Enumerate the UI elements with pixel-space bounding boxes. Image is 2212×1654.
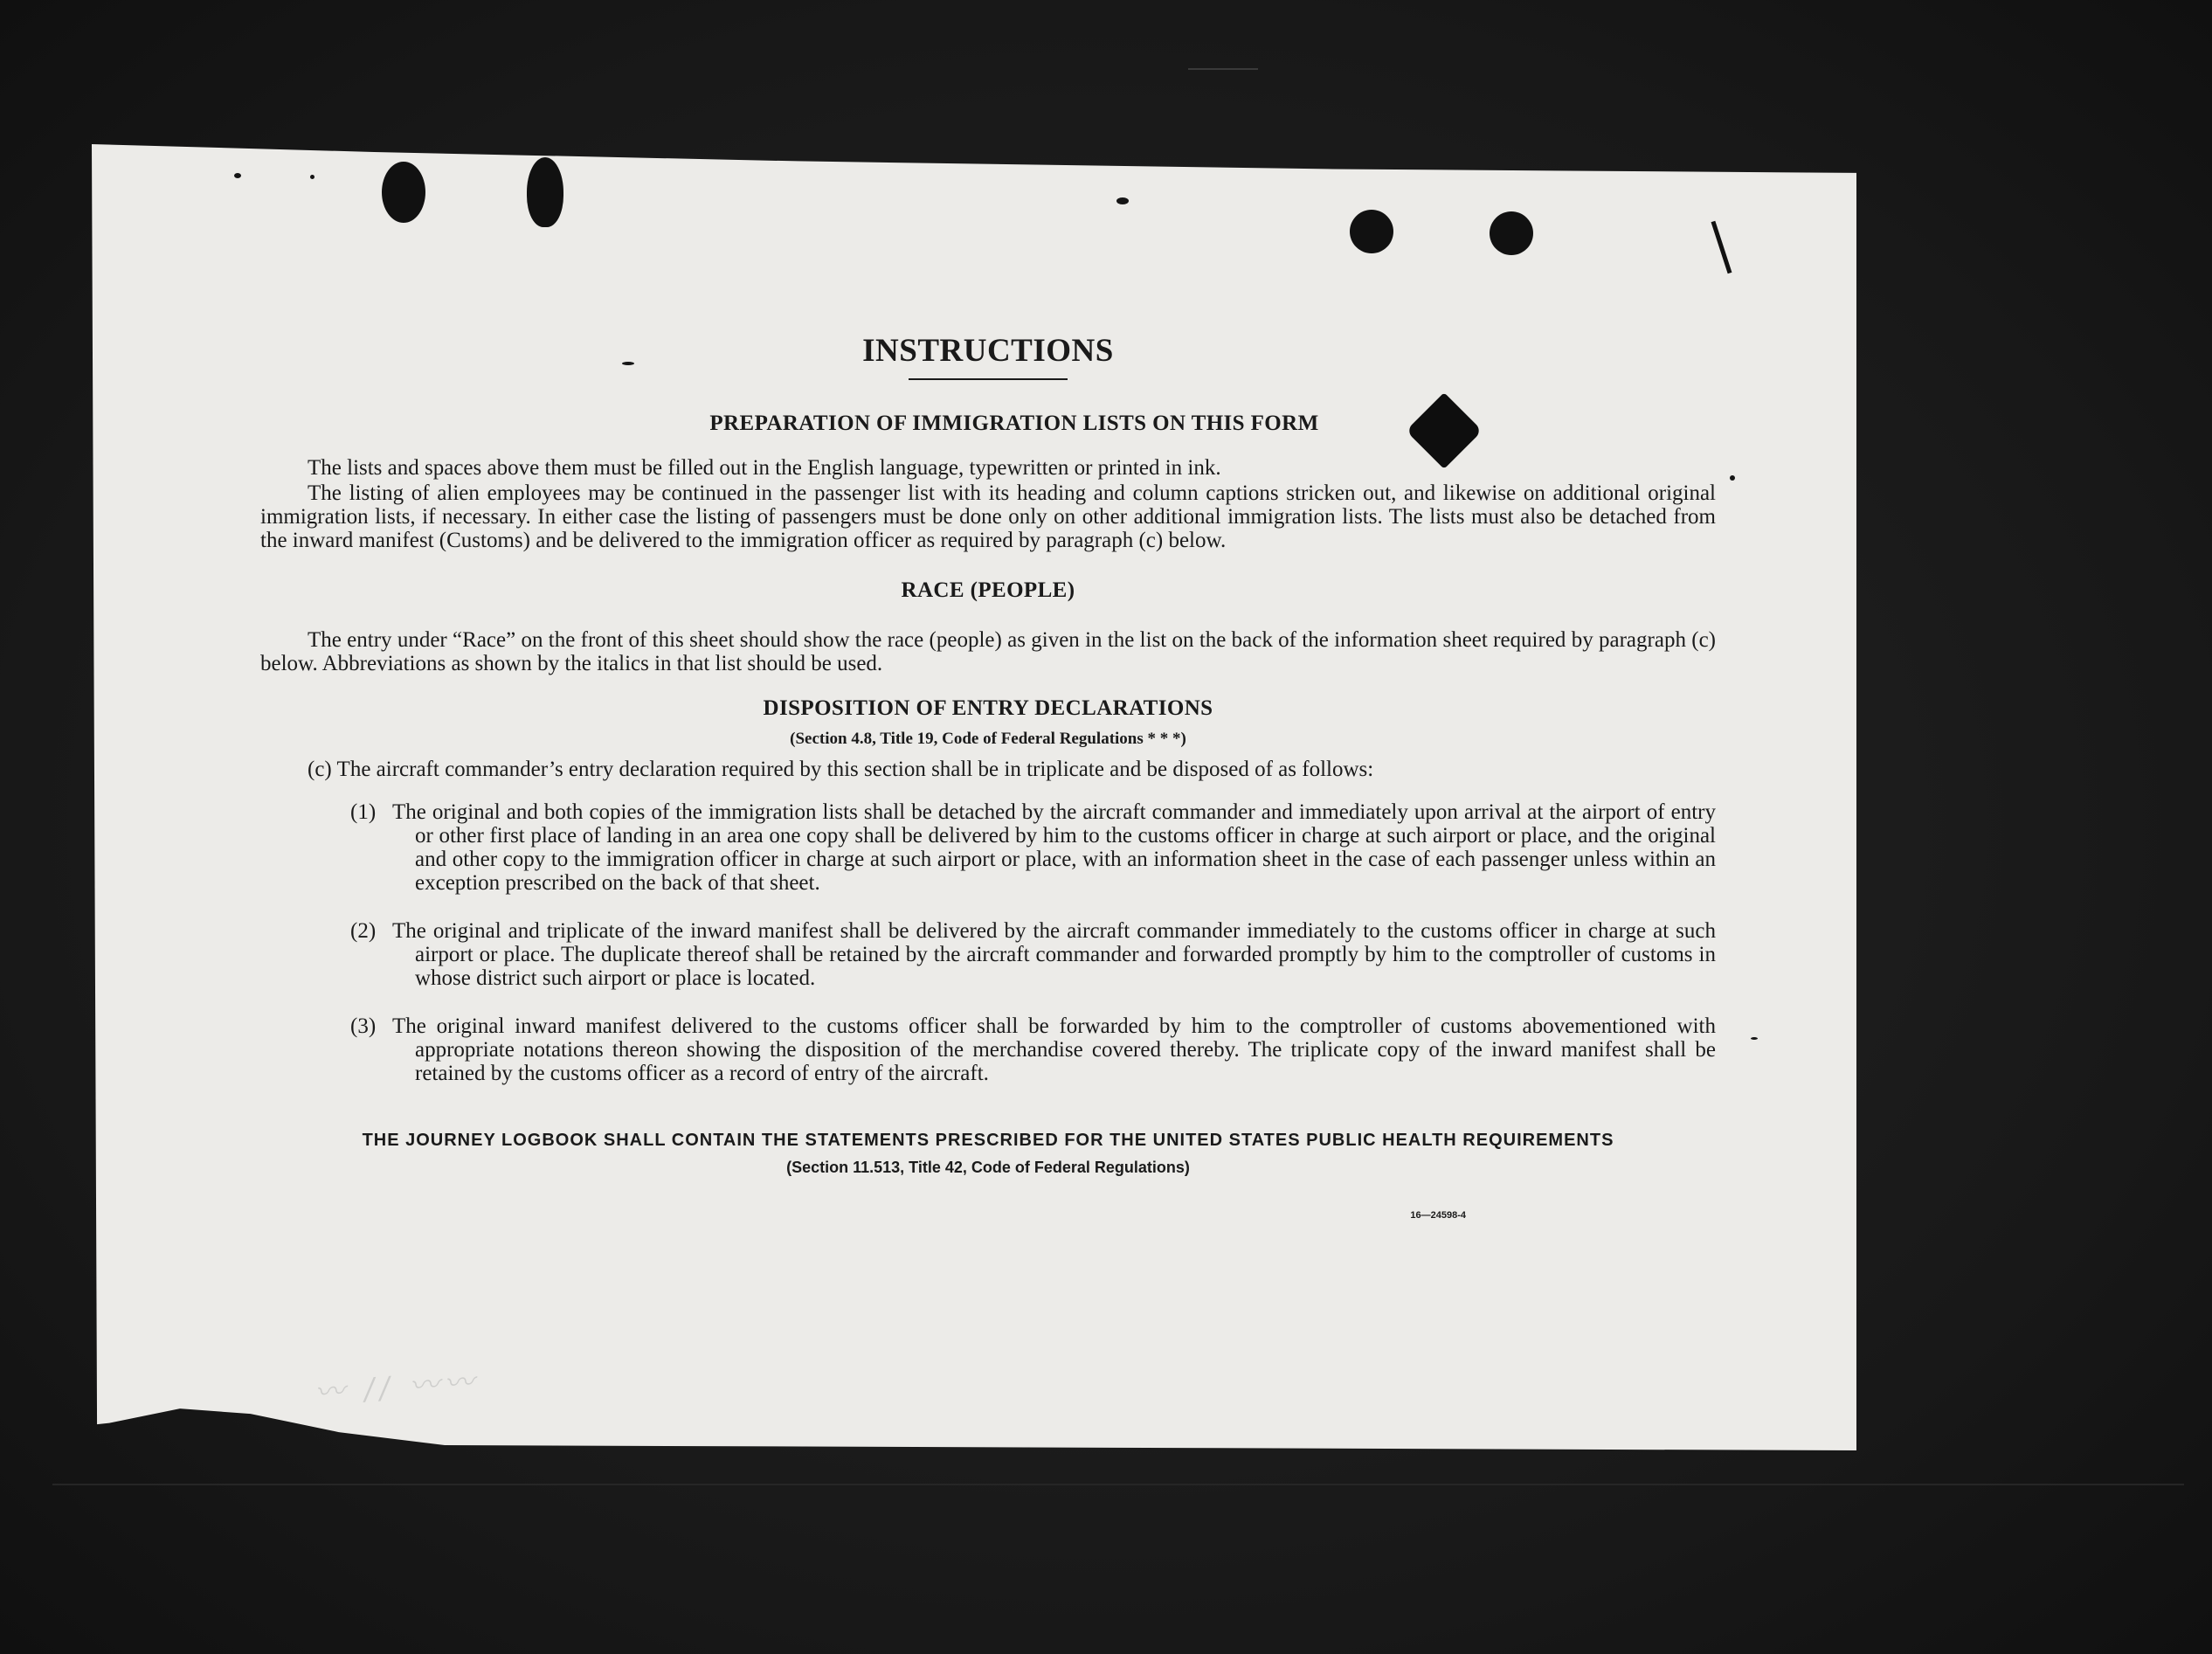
race-heading: RACE (PEOPLE) — [901, 578, 1075, 602]
ink-speck — [1751, 1037, 1758, 1040]
subitem-2 — [350, 919, 1716, 990]
ink-speck — [310, 175, 315, 179]
logbook-heading: THE JOURNEY LOGBOOK SHALL CONTAIN THE STATEMENTS PRESCRIBED FOR THE UNITED STATES PUBLIC HEALTH REQUIREMENTS — [362, 1131, 1614, 1150]
faded-handwriting: 〰 ∕∕ 〰〰 — [314, 1364, 480, 1411]
preparation-heading: PREPARATION OF IMMIGRATION LISTS ON THIS FORM — [709, 412, 1319, 435]
race-paragraph: The entry under “Race” on the front of this sheet should show the race (people) as given in the list on the back of the information sheet required by paragraph (c) below. Abbreviations as shown by the italics in that list should be used. — [260, 628, 1716, 675]
subitem-number: (3) — [350, 1014, 377, 1038]
page-title: INSTRUCTIONS — [862, 333, 1114, 369]
subitem-number: (1) — [350, 800, 377, 824]
form-number: 16—24598-4 — [1410, 1210, 1466, 1221]
subitem-text: The original and both copies of the immigration lists shall be detached by the aircraft commander and immediately upon arrival at the airport of entry or other first place of landing in an area one copy shall be delivered by him to the customs officer in charge at such airport or place, and the original and other copy to the immigration officer in charge at such airport or place, with an information sheet in the case of each passenger unless within an exception prescribed on the back of that sheet. — [392, 800, 1716, 895]
punch-hole-right-1 — [1350, 210, 1393, 253]
subitem-1 — [350, 800, 1716, 895]
disposition-citation: (Section 4.8, Title 19, Code of Federal Regulations * * *) — [790, 730, 1186, 748]
punch-hole-right-2 — [1490, 211, 1533, 255]
bottom-edge-line — [52, 1484, 2184, 1485]
subitem-text: The original and triplicate of the inward manifest shall be delivered by the aircraft commander immediately to the customs officer in charge at such airport or place. The duplicate thereof shall be retained by the aircraft commander and forwarded promptly by him to the comptroller of customs in whose district such airport or place is located. — [392, 919, 1716, 990]
top-edge-mark — [1188, 68, 1258, 70]
punch-hole-left-1 — [382, 162, 425, 223]
subitem-text: The original inward manifest delivered to the customs officer shall be forwarded by him to the comptroller of customs abovementioned with appropriate notations thereon showing the disposition of the merchandise covered thereby. The triplicate copy of the inward manifest shall be retained by the customs officer as a record of entry of the aircraft. — [392, 1014, 1716, 1085]
logbook-citation: (Section 11.513, Title 42, Code of Federal Regulations) — [786, 1159, 1190, 1176]
punch-hole-left-2 — [527, 157, 563, 227]
subitem-number: (2) — [350, 919, 377, 943]
preparation-paragraph-2: The listing of alien employees may be continued in the passenger list with its heading and column captions stricken out, and likewise on additional original immigration lists, if necessary. In either case the listing of passengers must be done only on other additional immigration lists. The lists must also be detached from the inward manifest (Customs) and be delivered to the immigration officer as required by paragraph (c) below. — [260, 481, 1716, 552]
preparation-paragraph-1: The lists and spaces above them must be filled out in the English language, typewritten or printed in ink. — [308, 456, 1221, 480]
ink-speck — [1116, 197, 1129, 204]
ink-speck — [1730, 475, 1735, 481]
title-underline — [909, 378, 1068, 380]
paragraph-c: (c) The aircraft commander’s entry declaration required by this section shall be in triplicate and be disposed of as follows: — [308, 758, 1374, 781]
instructions-body — [260, 332, 1716, 1228]
ink-speck — [234, 173, 241, 178]
disposition-heading: DISPOSITION OF ENTRY DECLARATIONS — [763, 696, 1213, 720]
subitem-3 — [350, 1014, 1716, 1085]
